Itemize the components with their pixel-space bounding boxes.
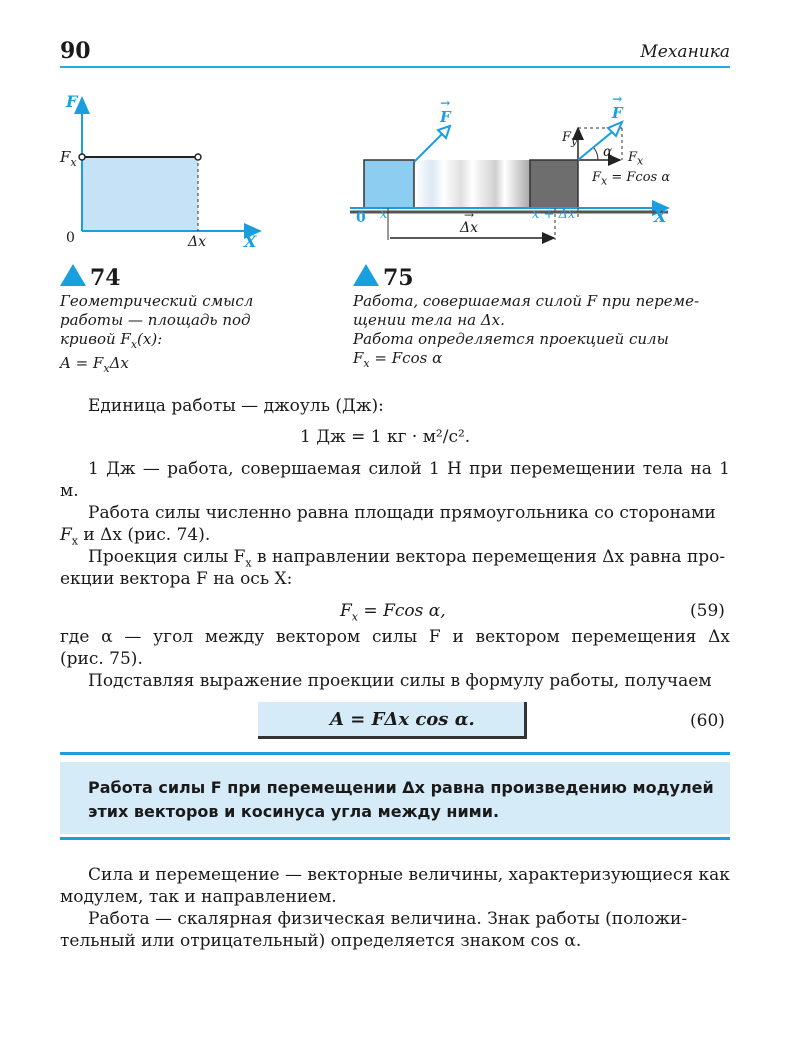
body-end xyxy=(530,160,578,208)
equation-60: A = FΔx cos α. xyxy=(330,709,475,730)
unit-line: Единица работы — джоуль (Дж): xyxy=(88,396,384,416)
equation-59: $F_x = Fcos$ α, xyxy=(340,601,446,624)
equation-60-number: (60) xyxy=(690,711,725,731)
equation-59-number: (59) xyxy=(690,601,725,621)
paragraph-angle: где α — угол между вектором силы F и вектором перемещения Δx xyxy=(60,627,730,647)
fig74-dx-label: Δx xyxy=(188,234,207,250)
work-area-rectangle xyxy=(82,157,198,231)
fig75-fy-label: $F_y$ xyxy=(562,130,578,148)
paragraph-joule-definition: 1 Дж — работа, совершаемая силой 1 Н при перемещении тела на 1 м. xyxy=(60,459,730,501)
paragraph-substitution: Подставляя выражение проекции силы в формулу работы, получаем xyxy=(88,671,712,691)
section-title: Механика xyxy=(640,42,730,62)
paragraph-area-end: $F_x$ и Δx (рис. 74). xyxy=(60,525,211,548)
fig75-origin-label: 0 xyxy=(356,210,366,226)
figure-74-number: 74 xyxy=(60,264,121,291)
paragraph-vectors-end: модулем, так и направлением. xyxy=(60,887,337,907)
figure-74-graph xyxy=(55,90,270,250)
figure-marker-icon xyxy=(60,264,86,286)
rule-box xyxy=(60,752,730,844)
paragraph-scalar: Работа — скалярная физическая величина. Знак работы (положи- xyxy=(88,909,688,929)
paragraph-area: Работа силы численно равна площади прямоугольника со сторонами xyxy=(88,503,716,523)
paragraph-projection-end: екции вектора F на ось X: xyxy=(60,569,293,589)
figure-75-number: 75 xyxy=(353,264,414,291)
paragraph-scalar-end: тельный или отрицательный) определяется знаком cos α. xyxy=(60,931,582,951)
rule-text: Работа силы F при перемещении Δx равна произведению модулей этих векторов и косинуса угла между ними. xyxy=(88,778,714,821)
fig75-xdx-label: x + Δx xyxy=(532,207,576,222)
fig74-axis-f-label: F xyxy=(66,92,78,111)
fig75-axis-x-label: X xyxy=(654,207,667,226)
fig75-force-label-start: → F xyxy=(440,108,451,126)
force-arrow-start xyxy=(414,126,450,162)
figure-74-caption: Геометрический смысл работы — площадь под кривой $F_x(x)$: $A = F_x\Delta x$ xyxy=(60,292,254,375)
fig75-fx-label: $F_x$ xyxy=(628,150,644,168)
fig74-origin-label: 0 xyxy=(66,230,75,246)
fig74-axis-x-label: X xyxy=(244,232,257,251)
header-rule xyxy=(60,66,730,68)
page-number: 90 xyxy=(60,38,91,64)
unit-formula: 1 Дж = 1 кг · м²/с². xyxy=(300,427,471,447)
figure-marker-icon xyxy=(353,264,379,286)
body-start xyxy=(364,160,414,208)
fig75-fx-equation: $F_x = Fcos$ α xyxy=(592,170,671,188)
fig75-displacement-label: → Δx xyxy=(460,220,478,236)
paragraph-angle-end: (рис. 75). xyxy=(60,649,143,669)
fig75-alpha-label: α xyxy=(603,144,613,160)
fig75-force-label-end: → F xyxy=(612,104,623,122)
fig74-fx-label: $F_x$ xyxy=(60,148,77,169)
paragraph-vectors: Сила и перемещение — векторные величины, характеризующиеся как xyxy=(88,865,730,885)
figure-75-caption: Работа, совершаемая силой F при переме- щении тела на Δx. Работа определяется проекцией силы $F_x = Fcos$ α xyxy=(353,292,700,370)
fig75-x-label: x xyxy=(380,207,388,222)
paragraph-projection: Проекция силы $F_x$ в направлении вектора перемещения Δx равна про- xyxy=(88,547,726,570)
